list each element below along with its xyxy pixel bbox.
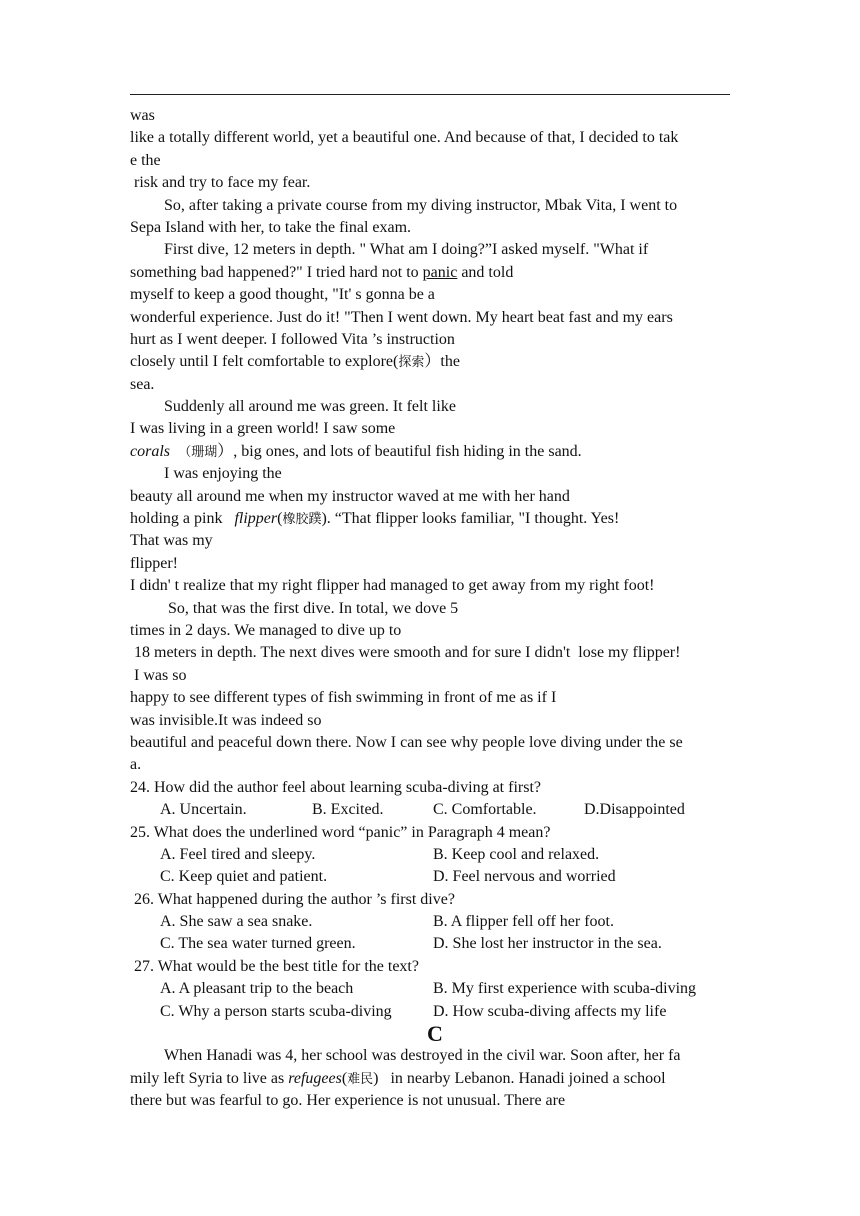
- option-c: C. Comfortable.: [433, 801, 537, 819]
- passage-text: holding a pink: [130, 510, 235, 528]
- italic-word-corals: corals: [130, 442, 170, 460]
- passage-line: I was so: [130, 666, 187, 684]
- gloss-chinese: 难民: [347, 1071, 374, 1087]
- question-options: [130, 911, 740, 933]
- passage-line: was invisible.It was indeed so: [130, 711, 322, 729]
- passage-text: ) in nearby Lebanon. Hanadi joined a school: [373, 1069, 666, 1087]
- passage-line: [130, 1068, 740, 1090]
- passage-line: I didn' t realize that my right flipper had managed to get away from my right foot!: [130, 577, 655, 595]
- passage-line: Sepa Island with her, to take the final exam.: [130, 218, 412, 236]
- passage-text: (: [341, 1069, 348, 1087]
- gloss-chinese: 探索: [398, 355, 425, 371]
- reading-passage: [130, 105, 740, 1113]
- passage-text: ）the: [424, 353, 460, 371]
- gloss-chinese: 珊瑚: [191, 444, 218, 460]
- passage-line: beauty all around me when my instructor waved at me with her hand: [130, 487, 570, 505]
- passage-line: [130, 441, 740, 463]
- passage-line: I was living in a green world! I saw some: [130, 420, 396, 438]
- passage-line: So, that was the first dive. In total, we dove 5: [168, 599, 459, 617]
- option-d: D. How scuba-diving affects my life: [433, 1002, 667, 1020]
- passage-line: risk and try to face my fear.: [130, 174, 311, 192]
- passage-text: closely until I felt comfortable to explore(: [130, 353, 399, 371]
- option-a: A. Uncertain.: [160, 801, 247, 819]
- question-options: [130, 1001, 740, 1023]
- passage-line: happy to see different types of fish swimming in front of me as if I: [130, 689, 557, 707]
- passage-text: ）, big ones, and lots of beautiful fish hiding in the sand.: [217, 442, 582, 460]
- passage-line: myself to keep a good thought, "It' s gonna be a: [130, 286, 435, 304]
- passage-line: e the: [130, 151, 161, 169]
- passage-text: something bad happened?" I tried hard not to: [130, 263, 423, 281]
- passage-line: beautiful and peaceful down there. Now I can see why people love diving under the se: [130, 733, 683, 751]
- passage-text: mily left Syria to live as: [130, 1069, 289, 1087]
- passage-text: (: [277, 510, 283, 528]
- passage-line: 18 meters in depth. The next dives were smooth and for sure I didn't lose my flipper!: [130, 644, 681, 662]
- italic-word-refugees: refugees: [288, 1069, 342, 1087]
- header-rule: [130, 94, 730, 95]
- option-a: A. She saw a sea snake.: [160, 913, 313, 931]
- option-d: D.Disappointed: [584, 801, 685, 819]
- option-c: C. The sea water turned green.: [160, 935, 356, 953]
- passage-line: [130, 262, 740, 284]
- option-b: B. Excited.: [312, 801, 384, 819]
- gloss-chinese: 橡胶蹼: [282, 512, 322, 528]
- option-b: B. A flipper fell off her foot.: [433, 913, 614, 931]
- passage-line: [130, 351, 740, 373]
- section-heading: C: [427, 1021, 443, 1047]
- question-stem: 24. How did the author feel about learning scuba-diving at first?: [130, 778, 541, 796]
- question-options: [130, 844, 740, 866]
- passage-line: wonderful experience. Just do it! "Then I went down. My heart beat fast and my ears: [130, 308, 673, 326]
- question-stem: 26. What happened during the author ’s first dive?: [130, 890, 455, 908]
- option-a: A. A pleasant trip to the beach: [160, 980, 354, 998]
- question-stem: 27. What would be the best title for the text?: [130, 957, 419, 975]
- passage-line: was: [130, 107, 155, 124]
- question-options: [130, 978, 740, 1000]
- underlined-word-panic: panic: [422, 263, 458, 281]
- passage-text: （: [170, 444, 192, 460]
- passage-line: hurt as I went deeper. I followed Vita ’s instruction: [130, 330, 455, 348]
- question-stem: 25. What does the underlined word “panic” in Paragraph 4 mean?: [130, 823, 551, 841]
- option-b: B. Keep cool and relaxed.: [433, 845, 600, 863]
- passage-line: That was my: [130, 532, 213, 550]
- question-options: [130, 933, 740, 955]
- passage-line: sea.: [130, 375, 155, 393]
- option-a: A. Feel tired and sleepy.: [160, 845, 316, 863]
- italic-word-flipper: flipper: [234, 510, 278, 528]
- passage-line: like a totally different world, yet a beautiful one. And because of that, I decided to tak: [130, 129, 679, 147]
- option-d: D. She lost her instructor in the sea.: [433, 935, 662, 953]
- passage-line: When Hanadi was 4, her school was destroyed in the civil war. Soon after, her fa: [164, 1047, 681, 1065]
- passage-line: times in 2 days. We managed to dive up to: [130, 621, 402, 639]
- passage-line: Suddenly all around me was green. It felt like: [164, 398, 456, 416]
- passage-line: First dive, 12 meters in depth. " What am I doing?”I asked myself. "What if: [164, 241, 649, 259]
- passage-text: and told: [457, 263, 514, 281]
- option-c: C. Keep quiet and patient.: [160, 868, 328, 886]
- passage-text: ). “That flipper looks familiar, "I thought. Yes!: [321, 510, 620, 528]
- question-options: [130, 866, 740, 888]
- passage-line: I was enjoying the: [164, 465, 282, 483]
- passage-line: there but was fearful to go. Her experience is not unusual. There are: [130, 1092, 566, 1110]
- question-options: [130, 799, 740, 821]
- option-b: B. My first experience with scuba-diving: [433, 980, 697, 998]
- passage-line: a.: [130, 756, 142, 774]
- option-c: C. Why a person starts scuba-diving: [160, 1002, 392, 1020]
- passage-line: [130, 508, 740, 530]
- passage-line: So, after taking a private course from my diving instructor, Mbak Vita, I went to: [164, 196, 678, 214]
- passage-line: flipper!: [130, 554, 178, 572]
- option-d: D. Feel nervous and worried: [433, 868, 616, 886]
